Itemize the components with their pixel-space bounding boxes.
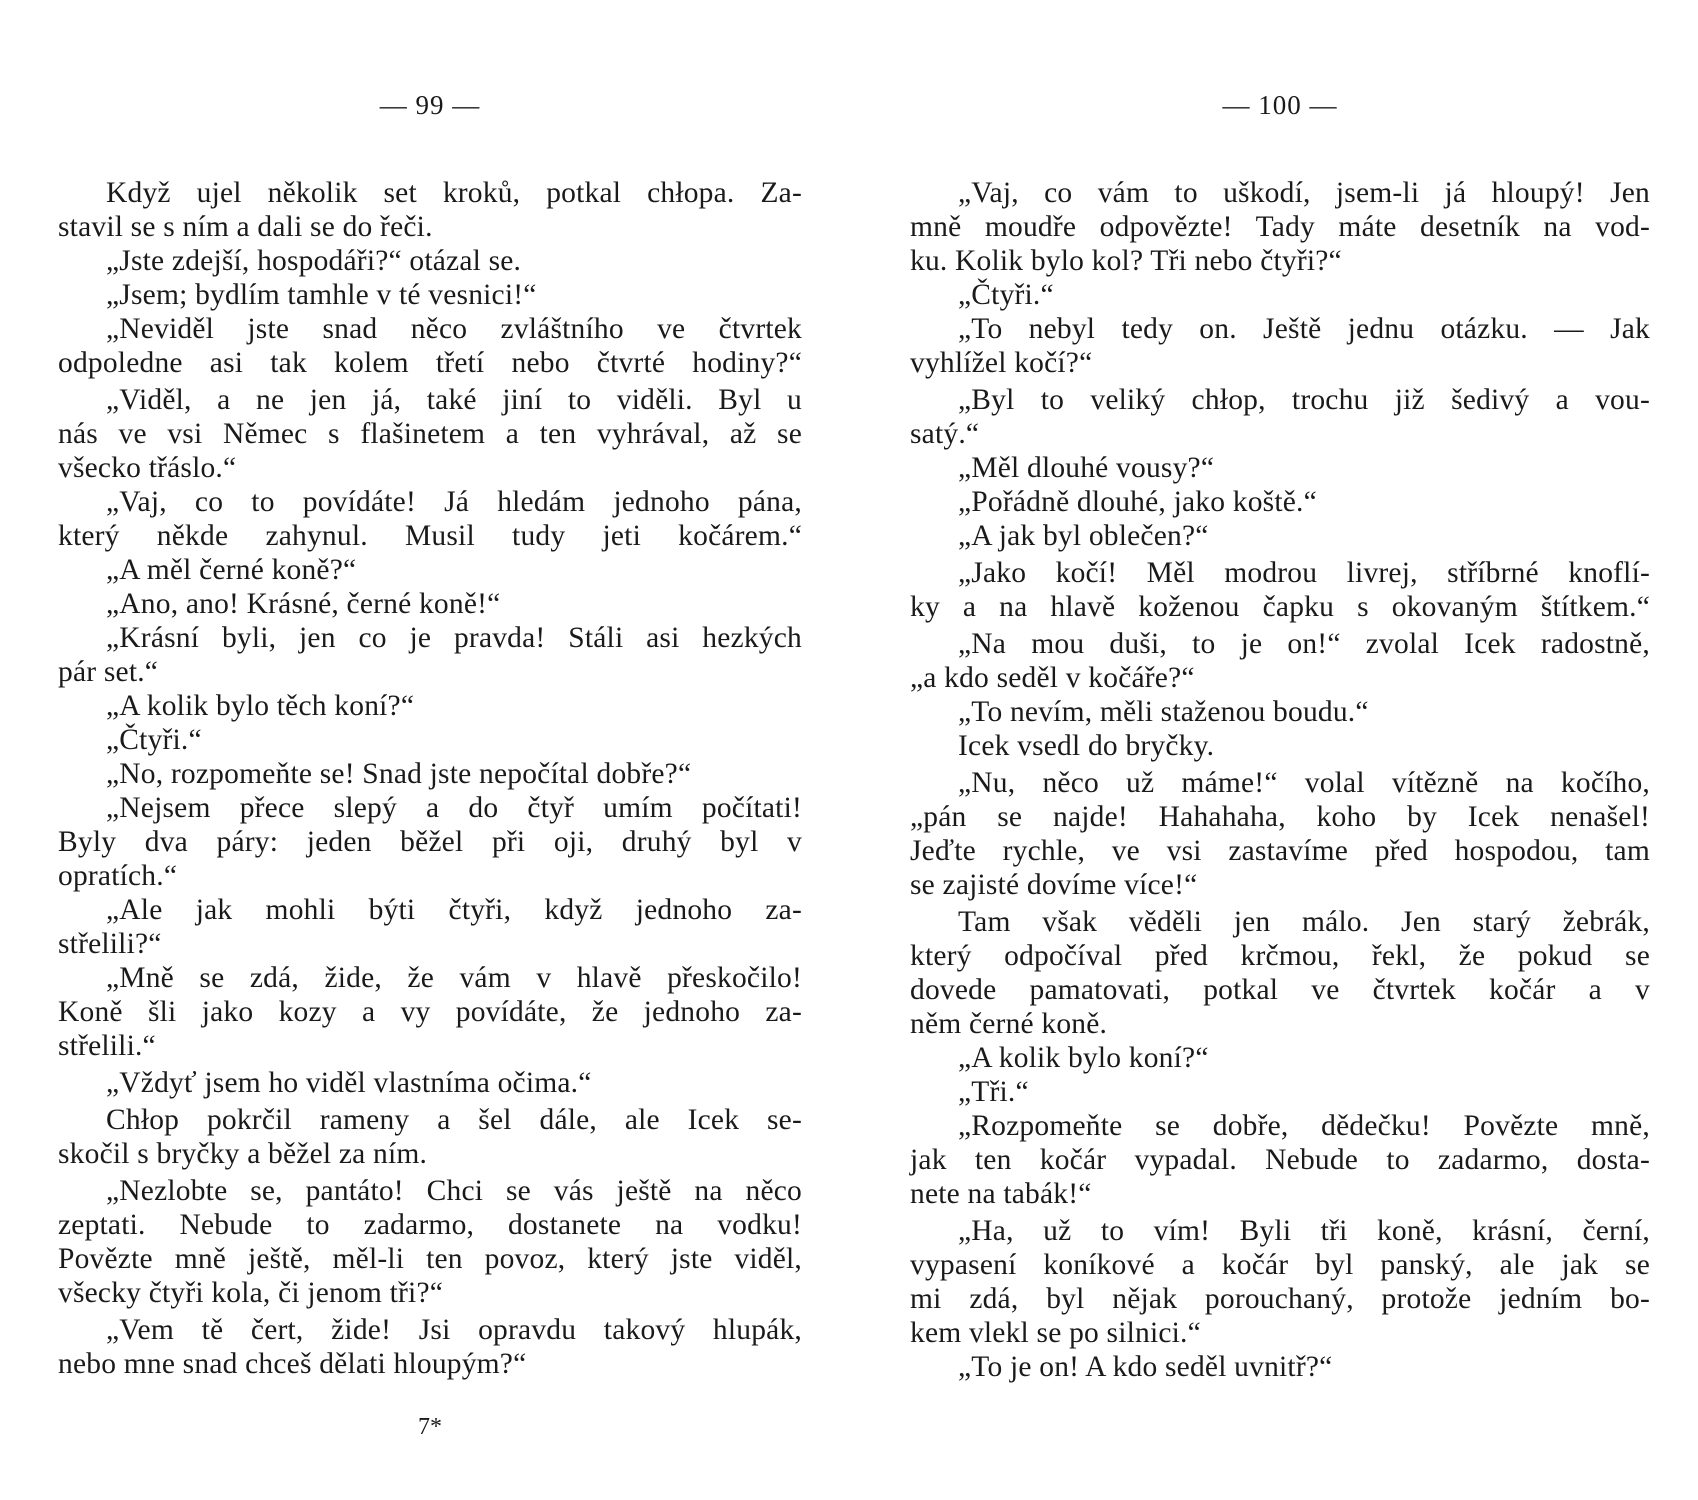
text-line: „Ano, ano! Krásné, černé koně!“ xyxy=(106,588,501,620)
text-line: Když ujel několik set kroků, potkal chłopa. Za- xyxy=(106,177,802,209)
text-line: mně moudře odpovězte! Tady máte desetník na vod- xyxy=(910,211,1650,243)
text-line: „Jsem; bydlím tamhle v té vesnici!“ xyxy=(106,279,537,311)
text-line: „Nu, něco už máme!“ volal vítězně na kočího, xyxy=(958,767,1650,799)
text-line: pár set.“ xyxy=(58,656,159,688)
text-line: mi zdá, byl nějak porouchaný, protože jedním bo- xyxy=(910,1283,1650,1315)
text-line: „Rozpomeňte se dobře, dědečku! Povězte mně, xyxy=(958,1110,1650,1142)
text-line: Tam však věděli jen málo. Jen starý žebrák, xyxy=(958,906,1650,938)
text-line: „No, rozpomeňte se! Snad jste nepočítal dobře?“ xyxy=(106,758,692,790)
text-line: nete na tabák!“ xyxy=(910,1178,1092,1210)
text-line: „Čtyři.“ xyxy=(106,724,202,756)
text-line: „Byl to veliký chłop, trochu již šedivý a vou- xyxy=(958,384,1650,416)
text-line: „Na mou duši, to je on!“ zvolal Icek radostně, xyxy=(958,628,1650,660)
text-line: Byly dva páry: jeden běžel při oji, druhý byl v xyxy=(58,826,802,858)
text-line: skočil s bryčky a běžel za ním. xyxy=(58,1138,428,1170)
left-page xyxy=(58,0,802,1500)
text-line: střelili?“ xyxy=(58,928,162,960)
text-line: „Ha, už to vím! Byli tři koně, krásní, černí, xyxy=(958,1215,1650,1247)
signature-mark: 7* xyxy=(418,1414,442,1440)
text-line: „Vaj, co to povídáte! Já hledám jednoho pána, xyxy=(106,486,802,518)
text-line: „Jako kočí! Měl modrou livrej, stříbrné knoflí- xyxy=(958,557,1650,589)
text-line: „To nebyl tedy on. Ještě jednu otázku. — Jak xyxy=(958,313,1650,345)
text-line: ku. Kolik bylo kol? Tři nebo čtyři?“ xyxy=(910,245,1342,277)
text-line: Icek vsedl do bryčky. xyxy=(958,730,1215,762)
text-line: Chłop pokrčil rameny a šel dále, ale Icek se- xyxy=(106,1104,802,1136)
text-line: „Měl dlouhé vousy?“ xyxy=(958,452,1215,484)
text-line: vyhlížel kočí?“ xyxy=(910,347,1093,379)
page-text-body xyxy=(910,176,1650,1384)
text-line: „pán se najde! Hahahaha, koho by Icek nenašel! xyxy=(910,801,1650,833)
text-line: všecky čtyři kola, či jenom tři?“ xyxy=(58,1277,444,1309)
text-line: nebo mne snad chceš dělati hloupým?“ xyxy=(58,1348,527,1380)
text-line: střelili.“ xyxy=(58,1030,156,1062)
text-line: „Krásní byli, jen co je pravda! Stáli asi hezkých xyxy=(106,622,802,654)
text-line: „A jak byl oblečen?“ xyxy=(958,520,1209,552)
text-line: stavil se s ním a dali se do řeči. xyxy=(58,211,433,243)
text-line: kem vlekl se po silnici.“ xyxy=(910,1317,1201,1349)
text-line: satý.“ xyxy=(910,418,980,450)
text-line: odpoledne asi tak kolem třetí nebo čtvrté hodiny?“ xyxy=(58,347,802,379)
page-number: — 100 — xyxy=(1222,90,1338,120)
text-line: „Jste zdejší, hospodáři?“ otázal se. xyxy=(106,245,522,277)
text-line: „Čtyři.“ xyxy=(958,279,1054,311)
text-line: „Ale jak mohli býti čtyři, když jednoho za- xyxy=(106,894,802,926)
text-line: který odpočíval před krčmou, řekl, že pokud se xyxy=(910,940,1650,972)
text-line: vypasení koníkové a kočár byl panský, ale jak se xyxy=(910,1249,1650,1281)
text-line: „To nevím, měli staženou boudu.“ xyxy=(958,696,1369,728)
text-line: Povězte mně ještě, měl-li ten povoz, který jste viděl, xyxy=(58,1243,802,1275)
text-line: ky a na hlavě koženou čapku s okovaným štítkem.“ xyxy=(910,591,1650,623)
text-line: Koně šli jako kozy a vy povídáte, že jednoho za- xyxy=(58,996,802,1028)
text-line: zeptati. Nebude to zadarmo, dostanete na vodku! xyxy=(58,1209,802,1241)
page-text-body xyxy=(58,176,802,1381)
text-line: něm černé koně. xyxy=(910,1008,1108,1040)
text-line: „Viděl, a ne jen já, také jiní to viděli. Byl u xyxy=(106,384,802,416)
text-line: „A kolik bylo koní?“ xyxy=(958,1042,1209,1074)
text-line: „Mně se zdá, žide, že vám v hlavě přeskočilo! xyxy=(106,962,802,994)
text-line: „A měl černé koně?“ xyxy=(106,554,357,586)
text-line: „a kdo seděl v kočáře?“ xyxy=(910,662,1195,694)
text-line: nás ve vsi Němec s flašinetem a ten vyhrával, až se xyxy=(58,418,802,450)
text-line: Jeďte rychle, ve vsi zastavíme před hospodou, tam xyxy=(910,835,1650,867)
text-line: „Vždyť jsem ho viděl vlastníma očima.“ xyxy=(106,1067,592,1099)
text-line: „Tři.“ xyxy=(958,1076,1029,1108)
text-line: který někde zahynul. Musil tudy jeti kočárem.“ xyxy=(58,520,802,552)
text-line: jak ten kočár vypadal. Nebude to zadarmo, dosta- xyxy=(910,1144,1650,1176)
text-line: se zajisté dovíme více!“ xyxy=(910,869,1198,901)
text-line: „To je on! A kdo seděl uvnitř?“ xyxy=(958,1351,1333,1383)
text-line: dovede pamatovati, potkal ve čtvrtek kočár a v xyxy=(910,974,1650,1006)
text-line: „Nezlobte se, pantáto! Chci se vás ještě na něco xyxy=(106,1175,802,1207)
right-page xyxy=(910,0,1650,1500)
text-line: „Pořádně dlouhé, jako koště.“ xyxy=(958,486,1317,518)
text-line: „Vaj, co vám to uškodí, jsem-li já hloupý! Jen xyxy=(958,177,1650,209)
text-line: opratích.“ xyxy=(58,860,178,892)
text-line: „Vem tě čert, žide! Jsi opravdu takový hlupák, xyxy=(106,1314,802,1346)
text-line: „Neviděl jste snad něco zvláštního ve čtvrtek xyxy=(106,313,802,345)
page-number: — 99 — xyxy=(379,90,481,120)
text-line: „Nejsem přece slepý a do čtyř umím počítati! xyxy=(106,792,802,824)
text-line: všecko třáslo.“ xyxy=(58,452,237,484)
text-line: „A kolik bylo těch koní?“ xyxy=(106,690,415,722)
